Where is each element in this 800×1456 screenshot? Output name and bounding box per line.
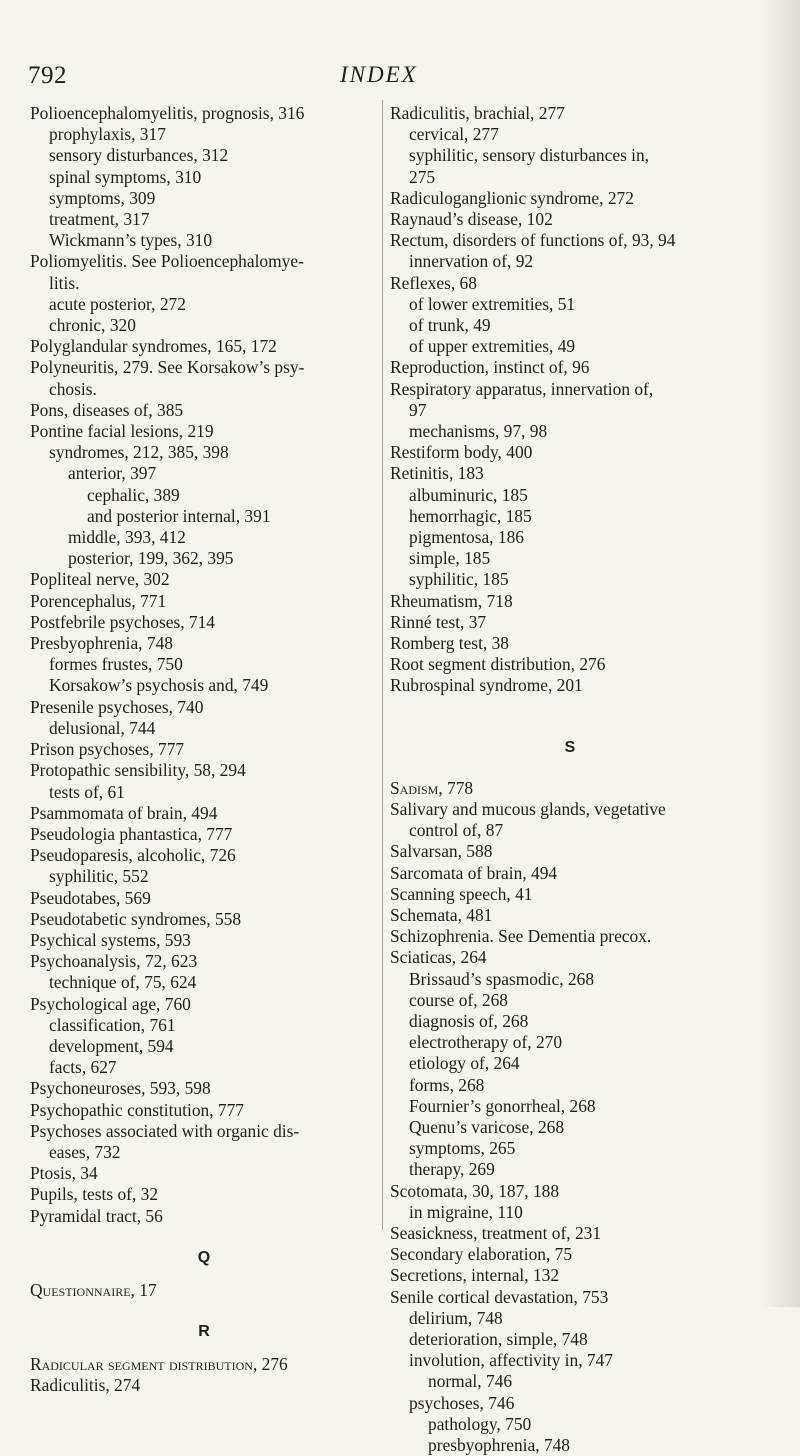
section-letter: Q bbox=[197, 1248, 211, 1266]
index-subentry: Fournier’s gonorrheal, 268 bbox=[409, 1095, 596, 1116]
page-edge-shadow bbox=[760, 0, 800, 1307]
index-entry: Pontine facial lesions, 219 bbox=[30, 421, 214, 442]
index-entry: Pseudologia phantastica, 777 bbox=[30, 823, 233, 844]
index-entry: Reflexes, 68 bbox=[390, 272, 477, 293]
index-entry: Sadism, 778 bbox=[390, 777, 474, 798]
index-entry: Salvarsan, 588 bbox=[390, 841, 493, 862]
index-subentry: pigmentosa, 186 bbox=[409, 527, 524, 548]
index-entry: Raynaud’s disease, 102 bbox=[390, 209, 553, 230]
section-letter: S bbox=[564, 738, 576, 756]
index-entry: Pseudotabetic syndromes, 558 bbox=[30, 908, 242, 929]
index-subentry: therapy, 269 bbox=[409, 1159, 495, 1180]
index-entry: Pyramidal tract, 56 bbox=[30, 1205, 163, 1226]
index-entry: Secretions, internal, 132 bbox=[390, 1265, 560, 1286]
index-entry: Rectum, disorders of functions of, 93, 94 bbox=[390, 230, 676, 251]
index-entry: Radicular segment distribution, 276 bbox=[30, 1353, 288, 1374]
index-entry: Psychical systems, 593 bbox=[30, 929, 191, 950]
index-subentry: simple, 185 bbox=[409, 548, 491, 569]
index-subentry: syphilitic, 552 bbox=[49, 866, 149, 887]
index-entry: Radiculitis, 274 bbox=[30, 1375, 141, 1396]
index-subentry: presbyophrenia, 748 bbox=[428, 1434, 570, 1455]
index-subentry: electrotherapy of, 270 bbox=[409, 1032, 563, 1053]
index-subentry: in migraine, 110 bbox=[409, 1201, 523, 1222]
index-entry: Psammomata of brain, 494 bbox=[30, 802, 218, 823]
index-subentry: normal, 746 bbox=[428, 1371, 513, 1392]
index-subentry: diagnosis of, 268 bbox=[409, 1010, 529, 1031]
spacer bbox=[30, 1301, 378, 1321]
index-subentry: sensory disturbances, 312 bbox=[49, 145, 229, 166]
index-subentry: involution, affectivity in, 747 bbox=[409, 1350, 613, 1371]
index-subentry: litis. bbox=[49, 272, 80, 293]
index-subentry: 275 bbox=[409, 166, 436, 187]
index-entry: Radiculitis, brachial, 277 bbox=[390, 103, 565, 123]
index-subentry: syphilitic, 185 bbox=[409, 569, 509, 590]
spacer bbox=[30, 1268, 378, 1280]
index-entry: Respiratory apparatus, innervation of, bbox=[390, 378, 654, 399]
index-entry: Schizophrenia. See Dementia precox. bbox=[390, 926, 652, 947]
index-subentry: forms, 268 bbox=[409, 1074, 485, 1095]
index-entry: Poliomyelitis. See Polioencephalomye- bbox=[30, 251, 304, 272]
index-subentry: Korsakow’s psychosis and, 749 bbox=[49, 675, 269, 696]
index-entry: Psychoneuroses, 593, 598 bbox=[30, 1078, 211, 1099]
index-entry: Schemata, 481 bbox=[390, 904, 493, 925]
index-column-left bbox=[30, 103, 378, 1396]
index-entry: Salivary and mucous glands, vegetative bbox=[390, 798, 666, 819]
column-divider bbox=[382, 100, 383, 1230]
index-entry: Scanning speech, 41 bbox=[390, 883, 533, 904]
index-subentry: Brissaud’s spasmodic, 268 bbox=[409, 968, 595, 989]
index-entry: Radiculoganglionic syndrome, 272 bbox=[390, 187, 634, 208]
index-subentry: of lower extremities, 51 bbox=[409, 293, 576, 314]
index-column-right bbox=[390, 103, 750, 1456]
index-subentry: deterioration, simple, 748 bbox=[409, 1328, 588, 1349]
index-subentry: cervical, 277 bbox=[409, 124, 499, 145]
index-subentry: delusional, 744 bbox=[49, 717, 156, 738]
index-subentry: mechanisms, 97, 98 bbox=[409, 421, 548, 442]
index-subentry: chosis. bbox=[49, 378, 97, 399]
index-subentry: psychoses, 746 bbox=[409, 1392, 515, 1413]
index-entry: Polyglandular syndromes, 165, 172 bbox=[30, 336, 277, 357]
index-subentry: prophylaxis, 317 bbox=[49, 124, 166, 145]
spacer bbox=[390, 758, 750, 778]
index-entry: Romberg test, 38 bbox=[390, 633, 509, 654]
index-subentry: etiology of, 264 bbox=[409, 1053, 520, 1074]
index-entry: Pseudotabes, 569 bbox=[30, 887, 151, 908]
index-entry: Secondary elaboration, 75 bbox=[390, 1244, 573, 1265]
index-entry: Presenile psychoses, 740 bbox=[30, 696, 204, 717]
index-subentry: classification, 761 bbox=[49, 1014, 176, 1035]
index-entry: Questionnaire, 17 bbox=[30, 1279, 157, 1300]
index-subentry: chronic, 320 bbox=[49, 315, 136, 336]
index-subentry: course of, 268 bbox=[409, 989, 509, 1010]
index-entry: Rheumatism, 718 bbox=[390, 590, 513, 611]
index-entry: Polioencephalomyelitis, prognosis, 316 bbox=[30, 103, 305, 123]
index-entry: Pupils, tests of, 32 bbox=[30, 1184, 159, 1205]
index-subentry: facts, 627 bbox=[49, 1057, 117, 1078]
index-entry: Root segment distribution, 276 bbox=[390, 654, 606, 675]
index-entry: Polyneuritis, 279. See Korsakow’s psy- bbox=[30, 357, 305, 378]
index-entry: Popliteal nerve, 302 bbox=[30, 569, 170, 590]
index-entry: Seasickness, treatment of, 231 bbox=[390, 1222, 602, 1243]
index-subentry: development, 594 bbox=[49, 1035, 174, 1056]
spacer bbox=[30, 1227, 378, 1247]
index-subentry: posterior, 199, 362, 395 bbox=[68, 548, 234, 569]
index-entry: Presbyophrenia, 748 bbox=[30, 633, 173, 654]
index-subentry: syphilitic, sensory disturbances in, bbox=[409, 145, 650, 166]
index-entry: Porencephalus, 771 bbox=[30, 590, 167, 611]
spacer bbox=[30, 1342, 378, 1354]
index-entry: Senile cortical devastation, 753 bbox=[390, 1286, 609, 1307]
index-subentry: symptoms, 265 bbox=[409, 1138, 516, 1159]
index-subentry: symptoms, 309 bbox=[49, 187, 156, 208]
index-entry: Restiform body, 400 bbox=[390, 442, 533, 463]
index-subentry: albuminuric, 185 bbox=[409, 484, 528, 505]
index-subentry: spinal symptoms, 310 bbox=[49, 166, 202, 187]
index-entry: Rubrospinal syndrome, 201 bbox=[390, 675, 583, 696]
index-entry: Reproduction, instinct of, 96 bbox=[390, 357, 590, 378]
index-entry: Postfebrile psychoses, 714 bbox=[30, 611, 215, 632]
index-subentry: of trunk, 49 bbox=[409, 315, 491, 336]
index-entry: Scotomata, 30, 187, 188 bbox=[390, 1180, 560, 1201]
index-subentry: hemorrhagic, 185 bbox=[409, 505, 532, 526]
index-subentry: 97 bbox=[409, 399, 427, 420]
index-subentry: Quenu’s varicose, 268 bbox=[409, 1116, 565, 1137]
index-entry: Pons, diseases of, 385 bbox=[30, 399, 184, 420]
index-subentry: of upper extremities, 49 bbox=[409, 336, 576, 357]
index-entry: Ptosis, 34 bbox=[30, 1163, 98, 1184]
index-subentry: treatment, 317 bbox=[49, 209, 150, 230]
index-subentry: acute posterior, 272 bbox=[49, 293, 186, 314]
page-number: 792 bbox=[28, 62, 67, 89]
index-subentry: tests of, 61 bbox=[49, 781, 125, 802]
index-subentry: delirium, 748 bbox=[409, 1307, 503, 1328]
running-head: INDEX bbox=[340, 62, 418, 87]
index-entry: Psychological age, 760 bbox=[30, 993, 191, 1014]
spacer bbox=[390, 697, 750, 717]
index-subentry: cephalic, 389 bbox=[87, 484, 180, 505]
index-subentry: pathology, 750 bbox=[428, 1413, 532, 1434]
index-subentry: innervation of, 92 bbox=[409, 251, 534, 272]
index-entry: Pseudoparesis, alcoholic, 726 bbox=[30, 845, 236, 866]
index-subentry: anterior, 397 bbox=[68, 463, 157, 484]
index-subentry: Wickmann’s types, 310 bbox=[49, 230, 213, 251]
index-subentry: control of, 87 bbox=[409, 820, 504, 841]
spacer bbox=[390, 717, 750, 737]
index-subentry: syndromes, 212, 385, 398 bbox=[49, 442, 229, 463]
index-entry: Psychopathic constitution, 777 bbox=[30, 1099, 244, 1120]
index-entry: Prison psychoses, 777 bbox=[30, 739, 185, 760]
index-subentry: middle, 393, 412 bbox=[68, 527, 186, 548]
index-subentry: and posterior internal, 391 bbox=[87, 505, 271, 526]
index-subentry: technique of, 75, 624 bbox=[49, 972, 197, 993]
index-entry: Retinitis, 183 bbox=[390, 463, 484, 484]
index-entry: Psychoanalysis, 72, 623 bbox=[30, 951, 198, 972]
index-entry: Psychoses associated with organic dis- bbox=[30, 1120, 300, 1141]
index-entry: Protopathic sensibility, 58, 294 bbox=[30, 760, 246, 781]
index-subentry: eases, 732 bbox=[49, 1141, 121, 1162]
index-entry: Rinné test, 37 bbox=[390, 611, 487, 632]
section-letter: R bbox=[198, 1322, 210, 1340]
index-entry: Sarcomata of brain, 494 bbox=[390, 862, 558, 883]
index-entry: Sciaticas, 264 bbox=[390, 947, 487, 968]
index-subentry: formes frustes, 750 bbox=[49, 654, 183, 675]
